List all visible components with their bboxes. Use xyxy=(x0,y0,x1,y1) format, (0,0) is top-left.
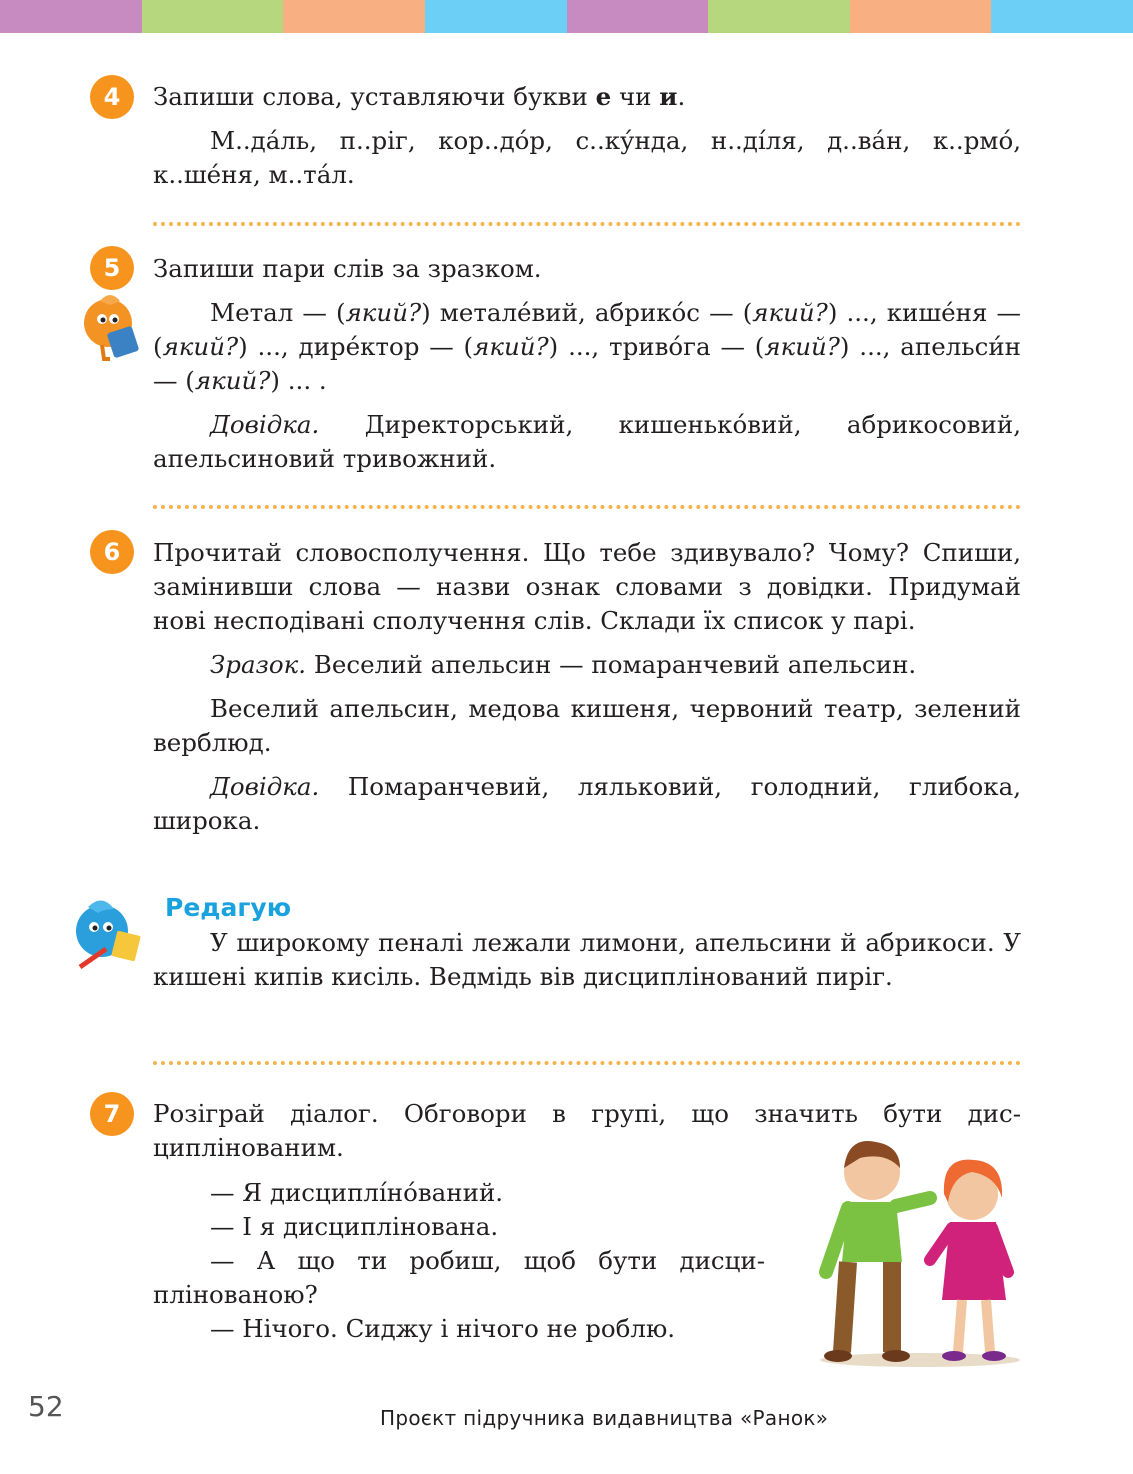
task4-words: М..да́ль, п..ріг, кор..до́р, с..ку́нда, н..ді́ля, д..ва́н, к..рмо́, к..ше́ня, м..та́л. xyxy=(153,126,1021,189)
task-number-badge: 4 xyxy=(90,75,134,119)
task6-reference: Довідка. Помаранчевий, ляльковий, голодний, глибока, широка. xyxy=(153,772,1021,835)
stripe-segment xyxy=(0,0,142,33)
task5-exercise: Метал — (який?) метале́вий, абрико́с — (який?) ..., кише́ня — (який?) ..., дире́ктор — (який?) ..., триво́га — (який?) ..., апельси́н — (який?) ... . xyxy=(153,298,1021,395)
edit-text xyxy=(153,926,1021,994)
stripe-segment xyxy=(567,0,709,33)
page-number: 52 xyxy=(28,1390,64,1423)
task-number-badge: 5 xyxy=(90,246,134,290)
task6-text xyxy=(153,536,1021,838)
stripe-segment xyxy=(283,0,425,33)
stripe-segment xyxy=(142,0,284,33)
blue-mascot-icon xyxy=(70,897,146,975)
task7-instruction: Розіграй діалог. Обговори в групі, що значить бути дисциплінованим. xyxy=(153,1099,1021,1162)
task5-text xyxy=(153,252,1021,476)
stripe-segment xyxy=(850,0,992,33)
dialogue-line: — Нічого. Сиджу і нічого не роблю. xyxy=(210,1314,676,1343)
task5-reference: Довідка. Директорський, кишенько́вий, абрикосовий, апельсиновий тривожний. xyxy=(153,410,1021,473)
dotted-divider xyxy=(153,222,1021,226)
orange-mascot-icon xyxy=(80,293,142,363)
task6-sample: Зразок. Веселий апельсин — помаранчевий апельсин. xyxy=(210,650,917,679)
stripe-segment xyxy=(991,0,1133,33)
task4-text xyxy=(153,80,1021,192)
task6-phrases: Веселий апельсин, медова кишеня, червоний театр, зелений верблюд. xyxy=(153,694,1021,757)
dotted-divider xyxy=(153,505,1021,509)
dialogue-line: — Я дисциплі́но́ваний. xyxy=(210,1178,504,1207)
dialogue-line: — І я дисциплінована. xyxy=(210,1212,499,1241)
task5-instruction: Запиши пари слів за зразком. xyxy=(153,254,542,283)
stripe-segment xyxy=(425,0,567,33)
color-stripe xyxy=(0,0,1133,33)
dotted-divider xyxy=(153,1061,1021,1065)
section-heading: Редагую xyxy=(165,893,292,922)
edit-paragraph: У широкому пеналі лежали лимони, апельсини й абрикоси. У кишені кипів кисіль. Ведмідь вів дисциплінований пиріг. xyxy=(153,928,1021,991)
task7-dialogue xyxy=(153,1176,765,1346)
task4-instruction: Запиши слова, уставляючи букви е чи и. xyxy=(153,82,686,111)
dialogue-line: — А що ти робиш, щоб бути дисциплінованою? xyxy=(153,1246,765,1309)
stripe-segment xyxy=(708,0,850,33)
task-number-badge: 6 xyxy=(90,530,134,574)
task6-instruction: Прочитай словосполучення. Що тебе здивувало? Чому? Спиши, замінивши слова — назви ознак словами з довідки. Придумай нові несподівані сполучення слів. Склади їх список у парі. xyxy=(153,538,1021,635)
children-illustration xyxy=(812,1132,1028,1368)
footer-publisher: Проєкт підручника видавництва «Ранок» xyxy=(380,1406,829,1430)
task-number-badge: 7 xyxy=(90,1092,134,1136)
